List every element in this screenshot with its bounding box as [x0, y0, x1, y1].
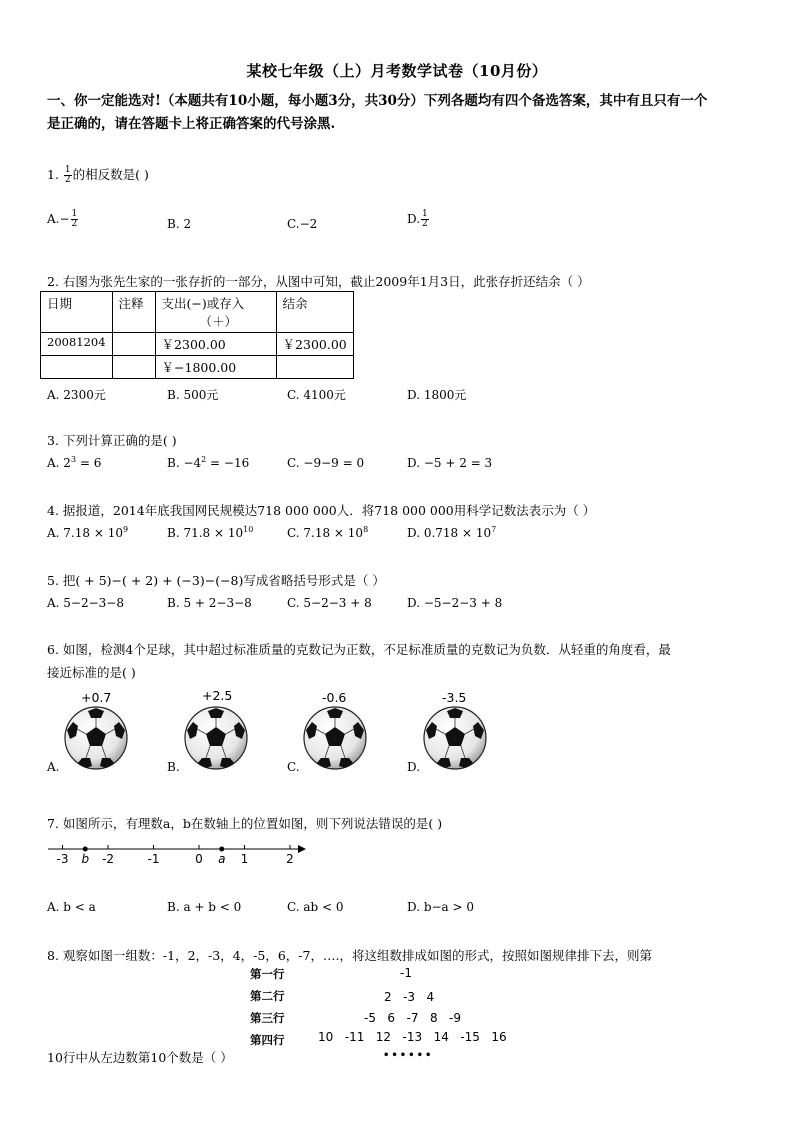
row-2-numbers: 2 -3 4 — [384, 990, 435, 1004]
q7-option-d[interactable]: D. b−a > 0 — [407, 900, 475, 914]
q1-text: 的相反数是( ) — [72, 167, 149, 182]
q6-option-a[interactable]: A. — [47, 760, 60, 774]
q5-option-a[interactable]: A. 5−2−3−8 — [47, 596, 124, 610]
row-1-numbers: -1 — [400, 966, 412, 980]
bankbook-table — [40, 291, 354, 379]
question-1 — [47, 165, 149, 185]
question-4-text: 4. 据报道，2014年底我国网民规模达718 000 000人．将718 000 000用科学记数法表示为（ ） — [47, 503, 596, 518]
q6-option-c[interactable]: C. — [287, 760, 300, 774]
page-title: 某校七年级（上）月考数学试卷（10月份） — [246, 62, 548, 80]
header-balance: 结余 — [276, 292, 353, 333]
question-2-text: 2. 右图为张先生家的一张存折的一部分，从图中可知，截止2009年1月3日，此张存折还结余（ ） — [47, 274, 590, 289]
q4-option-b[interactable]: B. $71.8 \times 10^{10}$ — [167, 525, 254, 540]
question-5-text: 5. 把( + 5)−( + 2) + (−3)−(−8)写成省略括号形式是（ ） — [47, 573, 385, 588]
q1-number: 1. — [47, 167, 59, 182]
q3-option-a[interactable]: A. $2^3 = 6$ — [47, 455, 102, 470]
q3-option-d[interactable]: D. −5 + 2 = 3 — [407, 456, 493, 470]
q7-option-a[interactable]: A. b < a — [47, 900, 96, 914]
q6-option-d[interactable]: D. — [407, 760, 421, 774]
q1-option-b[interactable]: B. 2 — [167, 217, 192, 231]
row-label-2: 第二行 — [250, 989, 285, 1003]
q2-option-c[interactable]: C. 4100元 — [287, 388, 346, 402]
table-row: ￥−1800.00 — [41, 356, 354, 379]
number-line-arrow — [298, 845, 306, 853]
soccer-ball-icon — [423, 706, 487, 770]
ellipsis-dots: •••••• — [383, 1050, 434, 1061]
point-a — [219, 847, 224, 852]
soccer-ball-icon — [303, 706, 367, 770]
q5-option-b[interactable]: B. 5 + 2−3−8 — [167, 596, 252, 610]
question-8-text: 8. 观察如图一组数：-1，2，-3，4，-5，6，-7，….，将这组数排成如图的形式，按照如图规律排下去，则第 — [47, 948, 652, 963]
point-label-b: b — [81, 852, 90, 866]
number-line-tick-label: 2 — [286, 852, 294, 866]
section-line-1: 一、你一定能选对!（本题共有10小题，每小题3分，共30分）下列各题均有四个备选答案，其中有且只有一个 — [47, 93, 708, 109]
row-label-4: 第四行 — [250, 1033, 285, 1047]
number-line-tick-label: 0 — [195, 852, 203, 866]
soccer-ball-icon — [184, 706, 248, 770]
question-3-text: 3. 下列计算正确的是( ) — [47, 433, 177, 448]
q1-fraction: $\frac{1}{2}$ — [64, 165, 71, 185]
q1-option-d[interactable]: D. $\frac{1}{2}$ — [407, 209, 428, 229]
q4-option-c[interactable]: C. $7.18 \times 10^8$ — [287, 525, 369, 540]
ball-a-value: +0.7 — [81, 690, 112, 705]
q3-option-b[interactable]: B. $-4^2 = -16$ — [167, 455, 250, 470]
number-line-tick-label: -1 — [147, 852, 160, 866]
question-6-text: 6. 如图，检测4个足球，其中超过标准质量的克数记为正数，不足标准质量的克数记为负数．从轻重的角度看，最 接近标准的是( ) — [47, 642, 671, 680]
soccer-ball-icon — [64, 706, 128, 770]
q4-option-d[interactable]: D. $0.718 \times 10^7$ — [407, 525, 497, 540]
number-line-tick-label: -3 — [56, 852, 69, 866]
header-note: 注释 — [112, 292, 155, 333]
table-header-row — [41, 292, 354, 333]
q1-option-c[interactable]: C.−2 — [287, 217, 318, 231]
q6-option-b[interactable]: B. — [167, 760, 180, 774]
q2-option-b[interactable]: B. 500元 — [167, 388, 219, 402]
q4-option-a[interactable]: A. $7.18 \times 10^9$ — [47, 525, 129, 540]
point-label-a: a — [218, 852, 226, 866]
q7-option-b[interactable]: B. a + b < 0 — [167, 900, 242, 914]
ball-c-value: -0.6 — [322, 690, 347, 705]
q7-option-c[interactable]: C. ab < 0 — [287, 900, 344, 914]
header-amount: 支出(−)或存入 （＋） — [155, 292, 276, 333]
q2-option-a[interactable]: A. 2300元 — [47, 388, 106, 402]
header-date: 日期 — [41, 292, 113, 333]
section-instructions — [47, 90, 752, 136]
row-label-3: 第三行 — [250, 1011, 285, 1025]
point-b — [83, 847, 88, 852]
q5-option-c[interactable]: C. 5−2−3 + 8 — [287, 596, 372, 610]
q2-option-d[interactable]: D. 1800元 — [407, 388, 467, 402]
row-label-1: 第一行 — [250, 967, 285, 981]
soccer-ball-group — [47, 688, 507, 778]
question-8-tail: 10行中从左边数第10个数是（ ） — [47, 1050, 233, 1065]
question-7-text: 7. 如图所示，有理数a，b在数轴上的位置如图，则下列说法错误的是( ) — [47, 816, 443, 831]
number-line-tick-label: -2 — [102, 852, 114, 866]
table-row: 20081204 ￥2300.00 ￥2300.00 — [41, 333, 354, 356]
q3-option-c[interactable]: C. −9−9 = 0 — [287, 456, 365, 470]
section-line-2: 是正确的，请在答题卡上将正确答案的代号涂黑. — [47, 116, 336, 132]
row-3-numbers: -5 6 -7 8 -9 — [364, 1011, 461, 1025]
q5-option-d[interactable]: D. −5−2−3 + 8 — [407, 596, 503, 610]
number-line-tick-label: 1 — [240, 852, 249, 866]
row-4-numbers: 10 -11 12 -13 14 -15 16 — [318, 1030, 507, 1044]
ball-d-value: -3.5 — [442, 690, 467, 705]
number-line — [44, 838, 314, 868]
ball-b-value: +2.5 — [202, 688, 233, 703]
q1-option-a[interactable]: A.− $\frac{1}{2}$ — [47, 209, 78, 229]
